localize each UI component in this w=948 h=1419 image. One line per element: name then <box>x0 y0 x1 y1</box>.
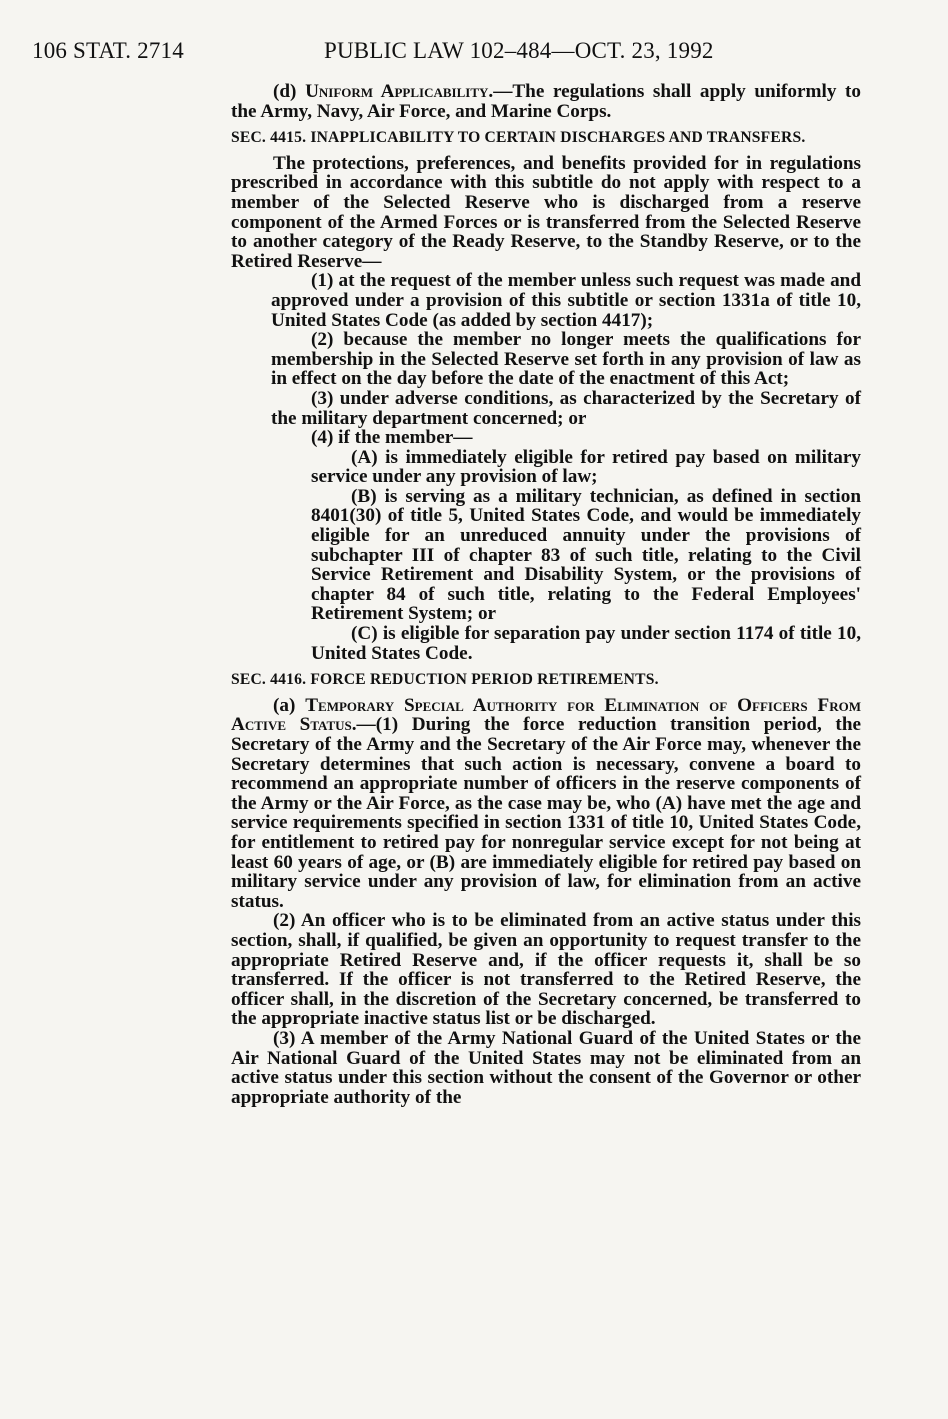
section-4416-subsection-a <box>231 696 861 912</box>
law-citation: PUBLIC LAW 102–484—OCT. 23, 1992 <box>324 38 714 63</box>
section-4415-paragraph-2: (2) because the member no longer meets the qualifications for membership in the Selected Reserve set forth in any provision of law as in effect on the day before the date of the enactment of this Act; <box>271 329 861 390</box>
statute-body <box>231 82 861 1107</box>
section-4415-paragraph-1: (1) at the request of the member unless such request was made and approved under a provision of this subtitle or section 1331a of title 10, United States Code (as added by section 4417); <box>271 270 861 331</box>
subsection-d-heading: Uniform Applicability. <box>305 81 494 102</box>
subsection-a-paragraph-2: (2) An officer who is to be eliminated from an active status under this section, shall, if qualified, be given an opportunity to request transfer to the appropriate Retired Reserve and, if the officer requests it, shall be so transferred. If the officer is not transferred to the Retired Reserve, the officer shall, in the discretion of the Secretary concerned, be transferred to the appropriate inactive status list or be discharged. <box>231 910 861 1030</box>
page-folio: 106 STAT. 2714 <box>32 38 184 63</box>
subsection-d-text: —The regulations shall apply uniformly to the Army, Navy, Air Force, and Marine Corps. <box>231 81 861 122</box>
subsection-a-label: (a) <box>273 694 306 716</box>
section-4415-heading: SEC. 4415. INAPPLICABILITY TO CERTAIN DISCHARGES AND TRANSFERS. <box>231 129 806 147</box>
section-4415-subparagraph-a: (A) is immediately eligible for retired pay based on military service under any provision of law; <box>311 446 861 488</box>
subsection-a-heading: Temporary Special Authority for Elimination of Officers From Active Status. <box>231 694 861 736</box>
section-4415-subparagraph-b: (B) is serving as a military technician, as defined in section 8401(30) of title 5, United States Code, and would be immediately eligible for an unreduced annuity under the provisions of subchapter III of chapter 83 of such title, relating to the Civil Service Retirement and Disability System, or the provisions of chapter 84 of such title, relating to the Federal Employees' Retirement System; or <box>311 485 861 625</box>
section-4415-subparagraph-c: (C) is eligible for separation pay under section 1174 of title 10, United States Code. <box>311 623 861 664</box>
subsection-a-paragraph-3: (3) A member of the Army National Guard of the United States or the Air National Guard of the United States may not be eliminated from an active status under this section without the consent of the Governor or other appropriate authority of the <box>231 1027 861 1108</box>
section-4416-heading: SEC. 4416. FORCE REDUCTION PERIOD RETIREMENTS. <box>231 671 659 689</box>
section-4415-paragraph-3: (3) under adverse conditions, as characterized by the Secretary of the military department concerned; or <box>271 387 861 429</box>
section-4415-paragraph-4: (4) if the member— <box>311 427 473 449</box>
subsection-d <box>231 82 861 121</box>
subsection-a-paragraph-1: —(1) During the force reduction transition period, the Secretary of the Army and the Secretary of the Air Force may, whenever the Secretary determines that such action is necessary, convene a board to recommend an appropriate number of officers in the reserve components of the Army or the Air Force, as the case may be, who (A) have met the age and service requirements specified in section 1331 of title 10, United States Code, for entitlement to retired pay for nonregular service except for not being at least 60 years of age, or (B) are immediately eligible for retired pay based on military service under any provision of law, for elimination from an active status. <box>231 714 862 912</box>
subsection-d-label: (d) <box>273 81 306 102</box>
section-4415-intro: The protections, preferences, and benefits provided for in regulations prescribed in accordance with this subtitle do not apply with respect to a member of the Selected Reserve who is discharged from a reserve component of the Armed Forces or is transferred from the Selected Reserve to another category of the Ready Reserve, to the Standby Reserve, or to the Retired Reserve— <box>231 152 861 272</box>
